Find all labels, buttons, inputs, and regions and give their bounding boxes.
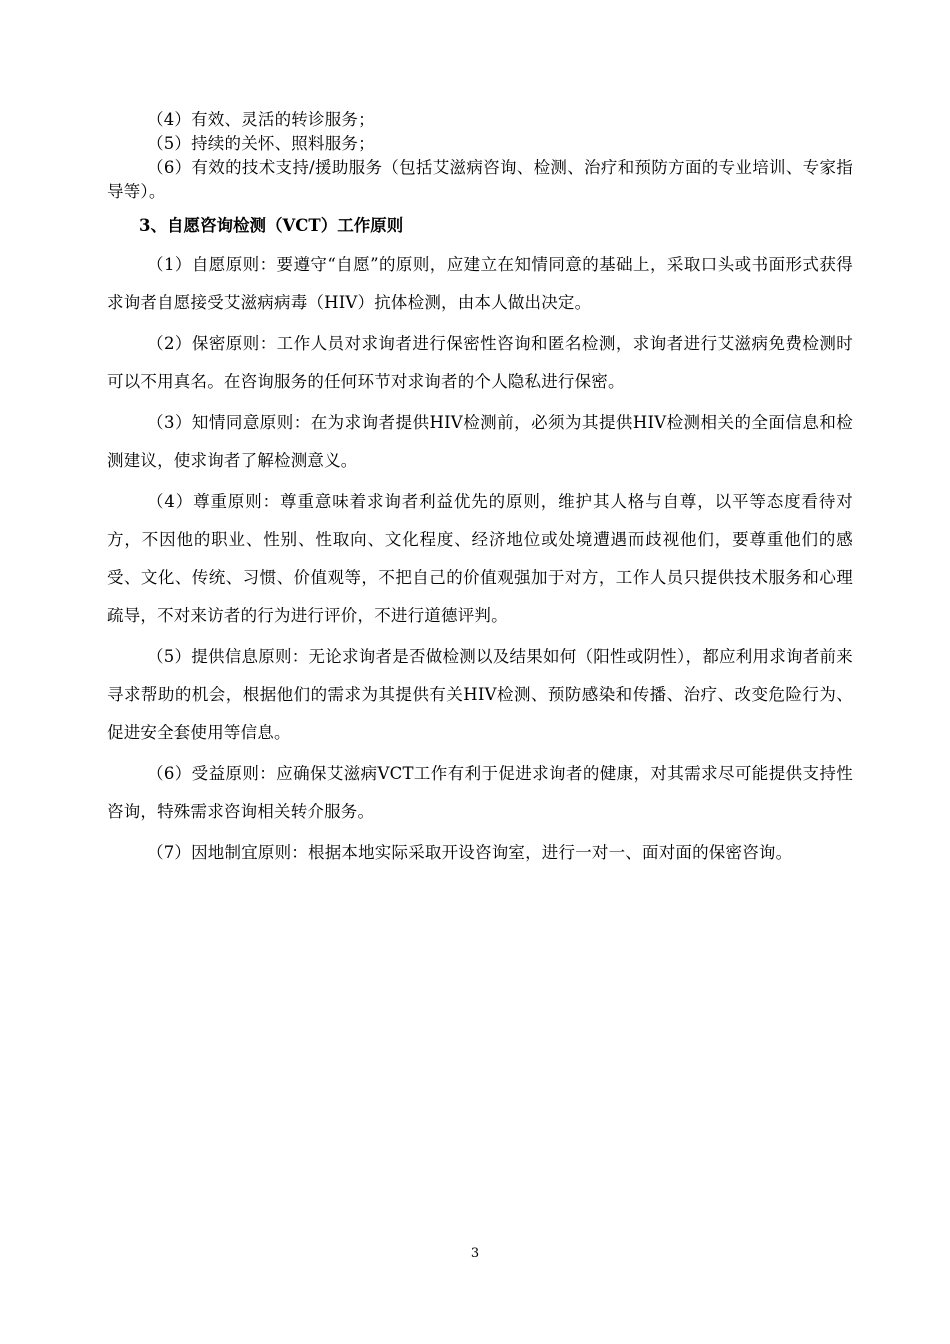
list-item-5: （5）持续的关怀、照料服务； — [147, 134, 375, 153]
list-item-6: （6）有效的技术支持/援助服务（包括艾滋病咨询、检测、治疗和预防方面的专业培训、专家指导等）。 — [107, 158, 853, 201]
principle-local-adaptation: （7）因地制宜原则：根据本地实际采取开设咨询室，进行一对一、面对面的保密咨询。 — [147, 843, 793, 862]
principle-respect: （4）尊重原则：尊重意味着求询者利益优先的原则，维护其人格与自尊，以平等态度看待对方，不因他的职业、性别、性取向、文化程度、经济地位或处境遭遇而歧视他们，要尊重他们的感受、文化、传统、习惯、价值观等，不把自己的价值观强加于对方，工作人员只提供技术服务和心理疏导，不对来访者的行为进行评价，不进行道德评判。 — [107, 492, 853, 625]
list-item-4: （4）有效、灵活的转诊服务； — [147, 110, 375, 129]
principle-confidentiality: （2）保密原则：工作人员对求询者进行保密性咨询和匿名检测，求询者进行艾滋病免费检测时可以不用真名。在咨询服务的任何环节对求询者的个人隐私进行保密。 — [107, 334, 853, 391]
principle-informed-consent: （3）知情同意原则：在为求询者提供HIV检测前，必须为其提供HIV检测相关的全面信息和检测建议，使求询者了解检测意义。 — [107, 413, 853, 470]
page-number: 3 — [470, 1246, 480, 1261]
principle-information: （5）提供信息原则：无论求询者是否做检测以及结果如何（阳性或阴性），都应利用求询者前来寻求帮助的机会，根据他们的需求为其提供有关HIV检测、预防感染和传播、治疗、改变危险行为、促进安全套使用等信息。 — [107, 647, 853, 742]
principle-voluntary: （1）自愿原则：要遵守“自愿”的原则，应建立在知情同意的基础上，采取口头或书面形式获得求询者自愿接受艾滋病病毒（HIV）抗体检测，由本人做出决定。 — [107, 255, 853, 312]
principle-benefit: （6）受益原则：应确保艾滋病VCT工作有利于促进求询者的健康，对其需求尽可能提供支持性咨询，特殊需求咨询相关转介服务。 — [107, 764, 853, 821]
section-heading: 3、自愿咨询检测（VCT）工作原则 — [139, 216, 404, 235]
page-content — [107, 108, 853, 872]
